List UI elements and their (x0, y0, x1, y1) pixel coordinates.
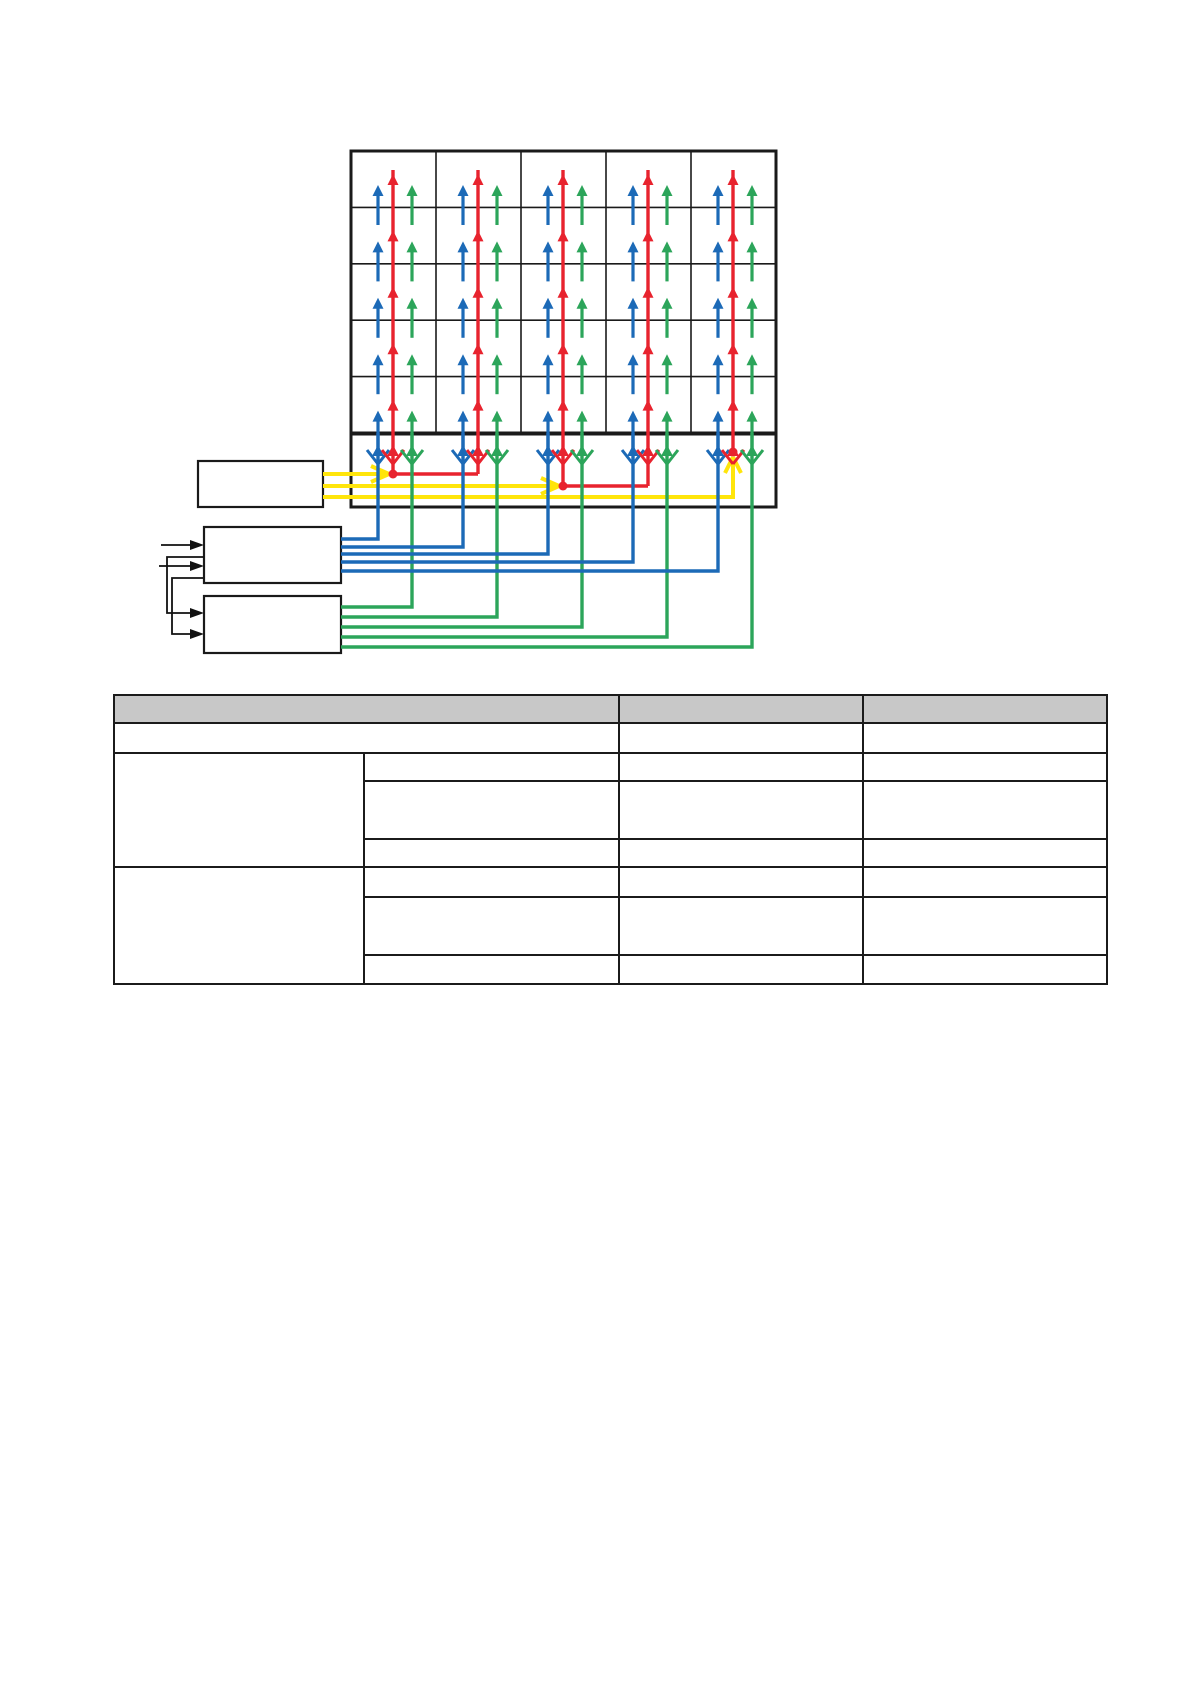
table-cell (619, 723, 863, 753)
table-cell (364, 753, 619, 781)
table-cell (619, 781, 863, 839)
table-row (114, 723, 1107, 753)
driver-boxes (198, 461, 341, 653)
table-cell (863, 955, 1107, 984)
table-header-row (114, 695, 1107, 723)
table-cell (114, 723, 619, 753)
table-cell (364, 955, 619, 984)
red-row-lines (393, 170, 733, 486)
table-header-cell (114, 695, 619, 723)
table-cell (863, 781, 1107, 839)
pixel-arrows (373, 174, 758, 451)
input-arrows (159, 540, 204, 639)
table-cell (364, 867, 619, 897)
table-cell (863, 839, 1107, 867)
table-cell (619, 753, 863, 781)
table-header-cell (863, 695, 1107, 723)
row-scan-lines (323, 457, 741, 497)
table-cell (863, 753, 1107, 781)
table-row (114, 753, 1107, 781)
table-cell (364, 839, 619, 867)
table-cell (619, 867, 863, 897)
table-cell (114, 753, 364, 867)
table-cell (619, 897, 863, 955)
table-cell (619, 839, 863, 867)
table-cell (863, 897, 1107, 955)
connector-feet (367, 445, 763, 464)
table-cell (863, 867, 1107, 897)
box-row-scan (198, 461, 323, 507)
table-cell (863, 723, 1107, 753)
table-cell (619, 955, 863, 984)
table-cell (114, 867, 364, 984)
box-column-driver-1 (204, 527, 341, 583)
table-cell (364, 897, 619, 955)
table-cell (364, 781, 619, 839)
table-header-cell (619, 695, 863, 723)
spec-table (113, 694, 1108, 985)
table-row (114, 867, 1107, 897)
box-column-driver-2 (204, 596, 341, 653)
spec-table-body (114, 695, 1107, 984)
